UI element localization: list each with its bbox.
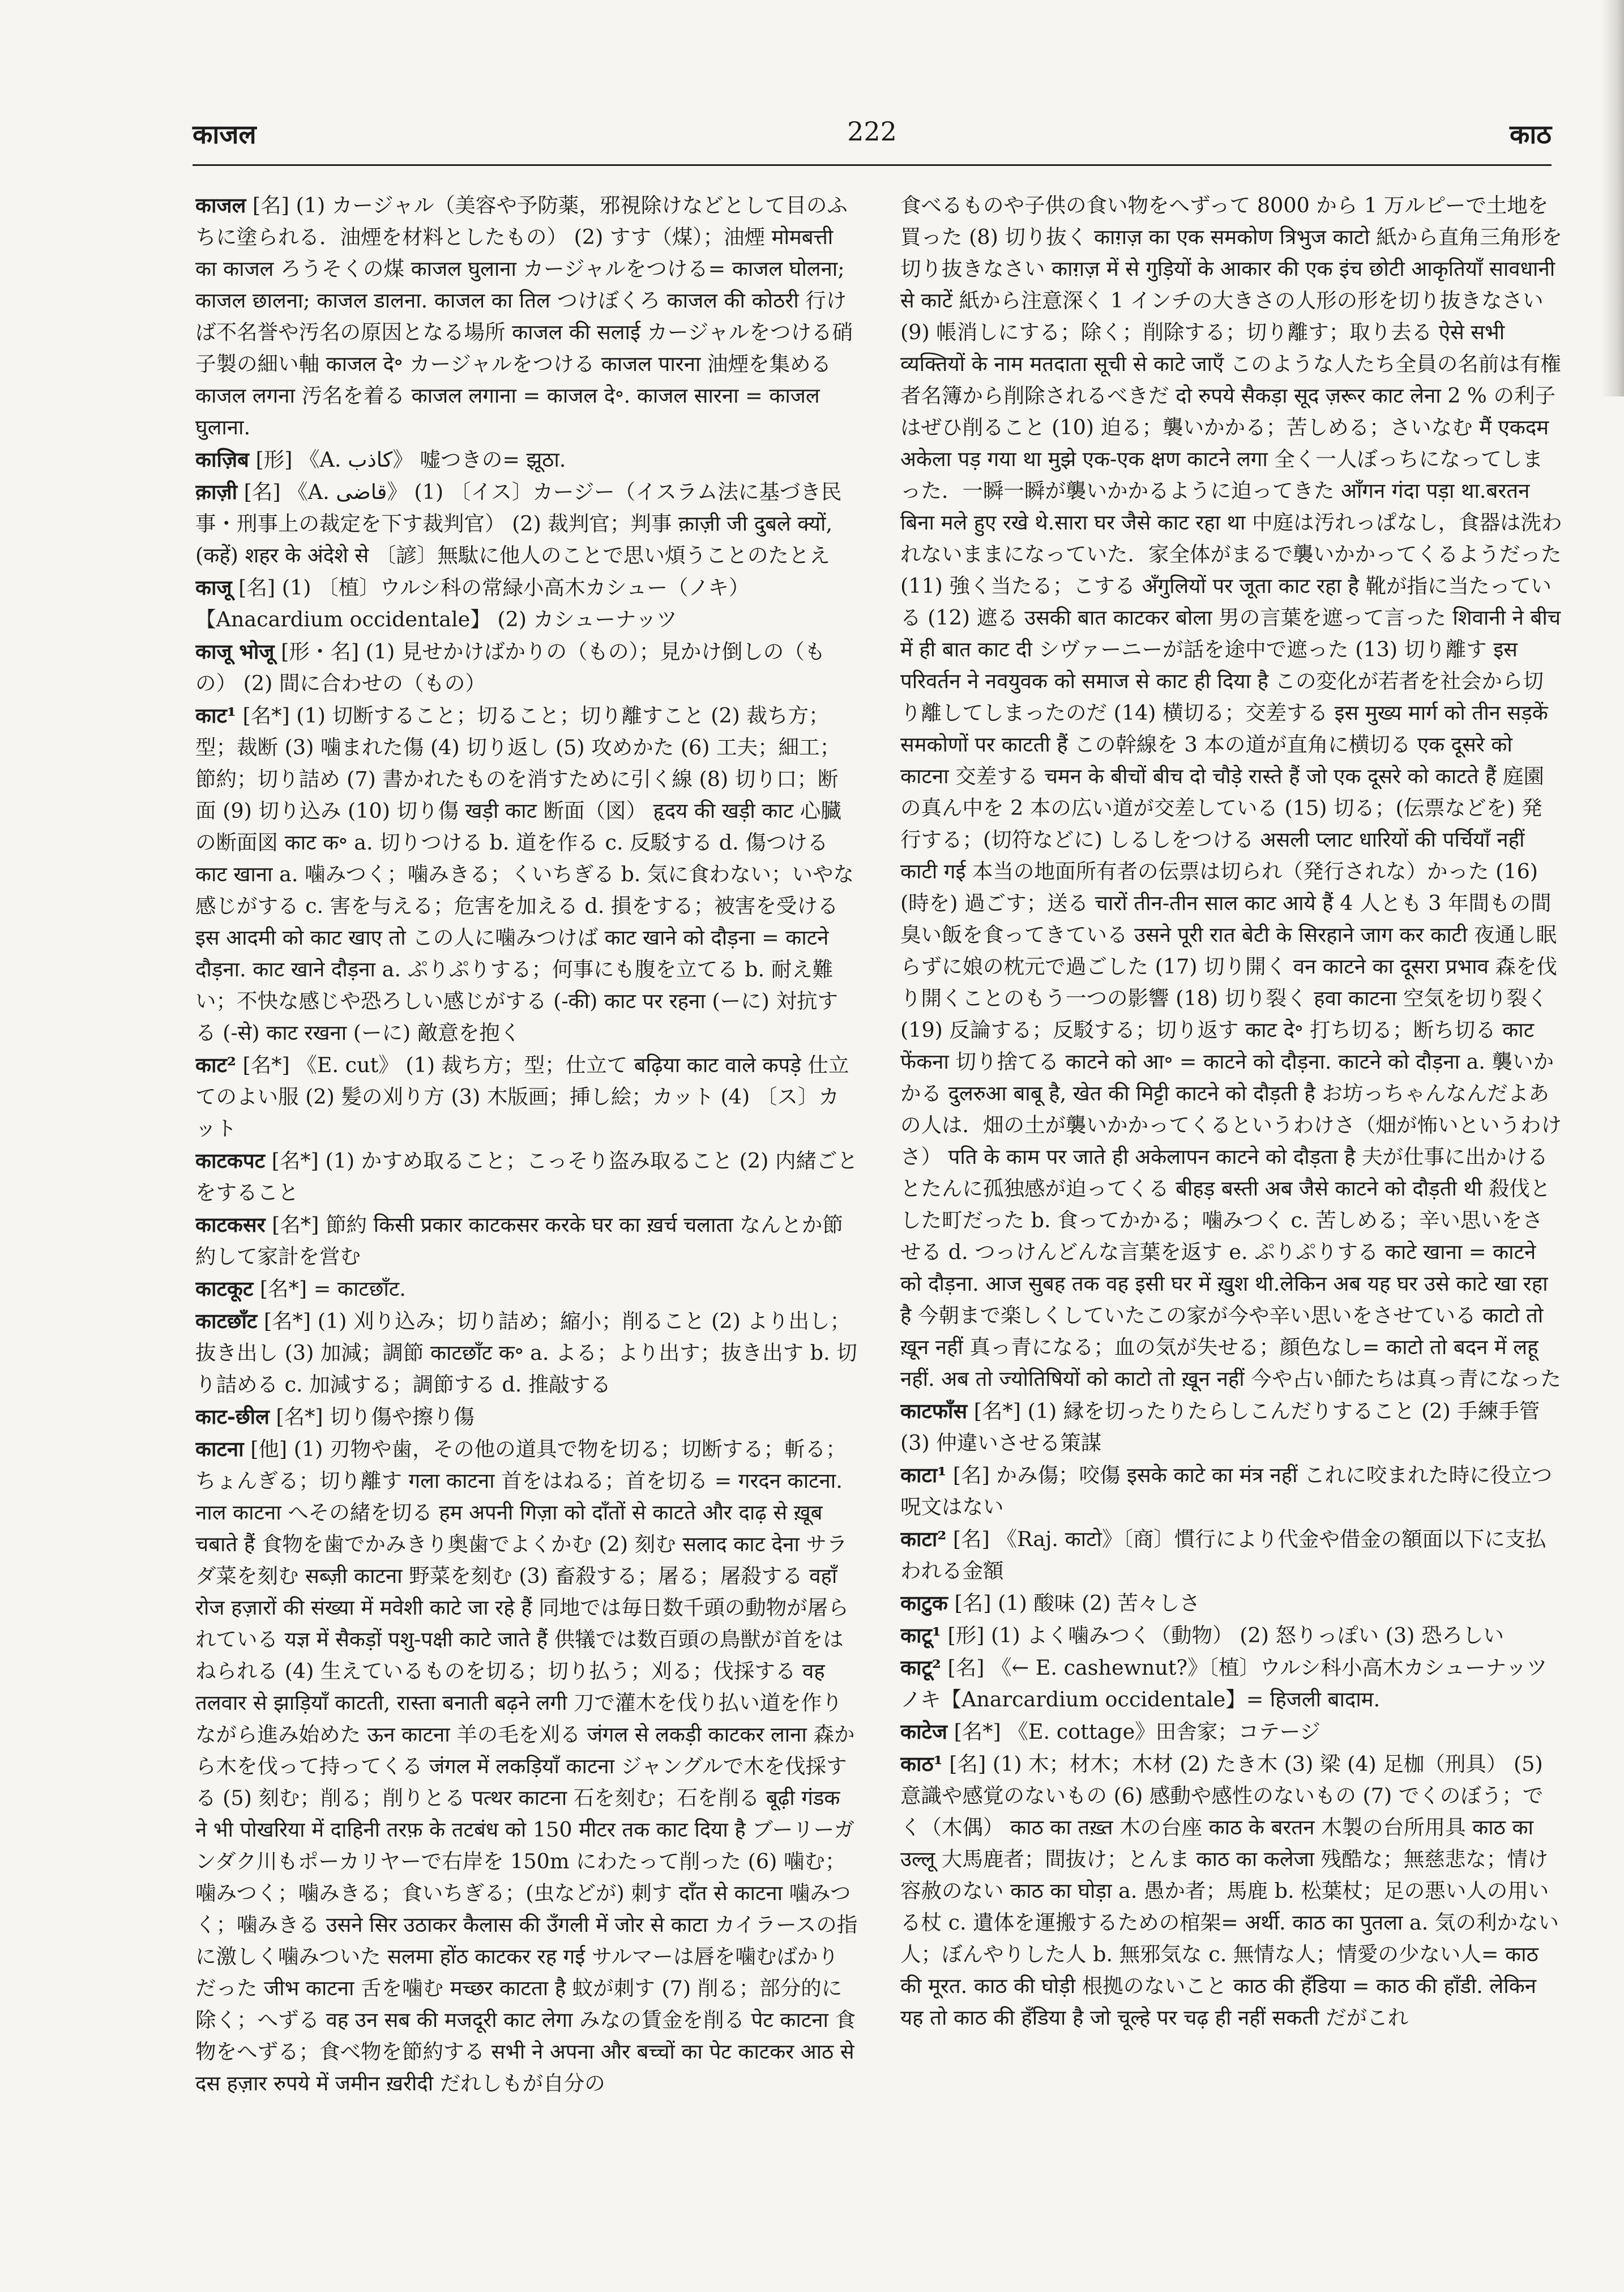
headword: काठ¹	[900, 1752, 943, 1776]
dictionary-entry	[195, 1273, 858, 1305]
dictionary-entry	[195, 572, 858, 635]
page-edge-shadow	[1601, 0, 1624, 396]
dictionary-entry	[195, 1209, 858, 1273]
dictionary-entry	[195, 190, 858, 443]
definition: [名*] (1) かすめ取ること；こっそり盗み取ること (2) 内緒ごとをすること	[195, 1149, 858, 1205]
definition: [名] (1) 〔植〕ウルシ科の常緑小高木カシュー（ノキ）【Anacardium occidentale】 (2) カシューナッツ	[195, 575, 750, 631]
definition: [名*] 切り傷や擦り傷	[269, 1405, 475, 1429]
headword: काजल	[195, 193, 246, 217]
headword: काटा²	[900, 1527, 947, 1551]
dictionary-entry	[900, 1523, 1563, 1587]
dictionary-entry	[900, 1459, 1563, 1523]
page-number: 222	[847, 116, 897, 147]
headword: क़ाज़ी	[195, 480, 238, 504]
headword: काटकूट	[195, 1277, 254, 1301]
running-head-left: काजल	[193, 119, 257, 150]
definition: [名] (1) 酸味 (2) 苦々しさ	[947, 1591, 1200, 1615]
headword: काटेज	[900, 1719, 947, 1744]
dictionary-entry	[195, 636, 858, 699]
headword: काटछाँट	[195, 1309, 258, 1333]
headword: काजू भोजू	[195, 639, 275, 664]
headword: काटकसर	[195, 1213, 266, 1237]
definition: [他] (1) 刃物や歯，その他の道具で物を切る；切断する；斬る；ちょんぎる；切り離す गला काटना 首をはねる；首を切る = गरदन काटना. नाल काटना へその緒を切る हम अपनी गिज़ा को दाँतों से काटते और दाढ़ से ख़ूब चबाते हैं 食物を歯でかみきり奥歯でよくかむ (2) 刻む सलाद काट देना サラダ菜を刻む सब्ज़ी काटना 野菜を刻む (3) 畜殺する；屠る；屠殺する वहाँ रोज हज़ारों की संख्या में मवेशी काटे जा रहे हैं 同地では毎日数千頭の動物が屠られている यज्ञ में सैकड़ों पशु-पक्षी काटे जाते हैं 供犠では数百頭の鳥獣が首をはねられる (4) 生えているものを切る；切り払う；刈る；伐採する वह तलवार से झाड़ियाँ काटती, रास्ता बनाती बढ़ने लगी 刀で灌木を伐り払い道を作りながら進み始めた ऊन काटना 羊の毛を刈る जंगल से लकड़ी काटकर लाना 森から木を伐って持ってくる जंगल में लकड़ियाँ काटना ジャングルで木を伐採する (5) 刻む；削る；削りとる पत्थर काटना 石を刻む；石を削る बूढ़ी गंडक ने भी पोखरिया में दाहिनी तरफ़ के तटबंध को 150 मीटर तक काट दिया है ブーリーガンダク川もポーカリヤーで右岸を 150m にわたって削った (6) 噛む；噛みつく；噛みきる；食いちぎる；(虫などが) 刺す दाँत से काटना 噛みつく；噛みきる उसने सिर उठाकर कैलास की उँगली में जोर से काटा カイラースの指に激しく噛みついた सलमा होंठ काटकर रह गई サルマーは唇を噛むばかりだった जीभ काटना 舌を噛む मच्छर काटता है 蚊が刺す (7) 削る；部分的に除く；へずる वह उन सब की मजदूरी काट लेगा みなの賃金を削る पेट काटना 食物をへずる；食べ物を節約する सभी ने अपना और बच्चों का पेट काटकर आठ से दस हज़ार रुपये में जमीन ख़रीदी だれしもが自分の	[195, 1437, 858, 2095]
definition: [形・名] (1) 見せかけばかりの（もの）；見かけ倒しの（もの） (2) 間に合わせの（もの）	[195, 639, 826, 695]
dictionary-entry	[195, 1145, 858, 1209]
definition: [名] (1) 木；材木；木材 (2) たき木 (3) 梁 (4) 足枷（刑具） (5) 意識や感覚のないもの (6) 感動や感性のないもの (7) でくのぼう；でく（木偶） काठ का तख़्त 木の台座 काठ के बरतन 木製の台所用具 काठ का उल्लू 大馬鹿者；間抜け；とんま काठ का कलेजा 残酷な；無慈悲な；情け容赦のない काठ का घोड़ा a. 愚か者；馬鹿 b. 松葉杖；足の悪い人の用いる杖 c. 遺体を運搬するための棺架= अर्थी. काठ का पुतला a. 気の利かない人；ぼんやりした人 b. 無邪気な c. 無情な人；情愛の少ない人= काठ की मूरत. काठ की घोड़ी 根拠のないこと काठ की हँडिया = काठ की हाँडी. लेकिन यह तो काठ की हँडिया है जो चूल्हे पर चढ़ ही नहीं सकती だがこれ	[900, 1752, 1559, 2030]
running-head-right: काठ	[1510, 119, 1552, 150]
dictionary-entry	[900, 1748, 1563, 2034]
definition: [形] (1) よく噛みつく（動物） (2) 怒りっぽい (3) 恐ろしい	[941, 1623, 1504, 1647]
definition: [名*] 《E. cottage》田舎家；コテージ	[947, 1719, 1321, 1744]
definition: [名*] = काटछाँट.	[253, 1277, 406, 1301]
headword: काटफाँस	[900, 1399, 968, 1423]
dictionary-entry	[195, 1049, 858, 1145]
definition: [名] (1) カージャル（美容や予防薬，邪視除けなどとして目のふちに塗られる．油煙を材料としたもの） (2) すす（煤）；油煙 मोमबत्ती का काजल ろうそくの煤 काजल घुलाना カージャルをつける= काजल घोलना; काजल छालना; काजल डालना. काजल का तिल つけぼくろ काजल की कोठरी 行けば不名誉や汚名の原因となる場所 काजल की सलाई カージャルをつける硝子製の細い軸 काजल दे॰ カージャルをつける काजल पारना 油煙を集める काजल लगना 汚名を着る काजल लगाना = काजल दे॰. काजल सारना = काजल घुलाना.	[195, 193, 853, 439]
definition: [名] かみ傷；咬傷 इसके काटे का मंत्र नहीं これに咬まれた時に役立つ呪文はない	[900, 1463, 1553, 1519]
definition: [名*] (1) 切断すること；切ること；切り離すこと (2) 裁ち方；型；裁断 (3) 噛まれた傷 (4) 切り返し (5) 攻めかた (6) 工夫；細工；節約；切り詰め (7) 書かれたものを消すために引く線 (8) 切り口；断面 (9) 切り込み (10) 切り傷 खड़ी काट 断面（図） हृदय की खड़ी काट 心臓の断面図 काट क॰ a. 切りつける b. 道を作る c. 反駁する d. 傷つける काट खाना a. 噛みつく；噛みきる；くいちぎる b. 気に食わない；いやな感じがする c. 害を与える；危害を加える d. 損をする；被害を受ける इस आदमी को काट खाए तो この人に噛みつけば काट खाने को दौड़ना = काटने दौड़ना. काट खाने दौड़ना a. ぷりぷりする；何事にも腹を立てる b. 耐え難い；不快な感じや恐ろしい感じがする (-की) काट पर रहना (ーに) 対抗する (-से) काट रखना (ーに) 敵意を抱く	[195, 703, 854, 1045]
headword: काट-छील	[195, 1405, 270, 1429]
dictionary-entry	[195, 1401, 858, 1433]
definition: [名*] 《E. cut》 (1) 裁ち方；型；仕立て बढ़िया काट वाले कपड़े 仕立てのよい服 (2) 髪の刈り方 (3) 木版画；挿し絵；カット (4) 〔ス〕カット	[195, 1053, 849, 1141]
dictionary-entry	[195, 1305, 858, 1401]
headword: काटुक	[900, 1591, 948, 1615]
headword: काट¹	[195, 703, 236, 728]
definition: [名*] (1) 縁を切ったりたらしこんだりすること (2) 手練手管 (3) 仲違いさせる策謀	[900, 1399, 1540, 1455]
dictionary-entry	[900, 1395, 1563, 1459]
headword: काटा¹	[900, 1463, 947, 1487]
definition: [形] 《A. كاذب》 嘘つきの= झूठा.	[249, 447, 566, 472]
headword: काज़िब	[195, 447, 249, 472]
headword: काट²	[195, 1053, 236, 1077]
dictionary-entry	[900, 190, 1563, 1395]
headword: काटकपट	[195, 1149, 266, 1173]
definition: [名] 《← E. cashewnut?》〔植〕ウルシ科小高木カシューナッツノキ【Anarcardium occidentale】= हिजली बादाम.	[900, 1655, 1548, 1711]
right-column	[900, 190, 1563, 2240]
dictionary-entry	[195, 476, 858, 571]
left-column	[195, 190, 858, 2240]
page-header	[193, 116, 1552, 161]
dictionary-entry	[195, 700, 858, 1049]
dictionary-entry	[900, 1620, 1563, 1651]
definition: [名] 《Raj. काटो》〔商〕慣行により代金や借金の額面以下に支払われる金額	[900, 1527, 1546, 1583]
definition: [名*] 節約 किसी प्रकार काटकसर करके घर का ख़र्च चलाता なんとか節約して家計を営む	[195, 1213, 843, 1269]
dictionary-entry	[900, 1587, 1563, 1619]
headword: काजू	[195, 575, 232, 600]
headword: काटू²	[900, 1655, 941, 1680]
dictionary-entry	[195, 444, 858, 476]
dictionary-entry	[195, 1433, 858, 2099]
definition: 食べるものや子供の食い物をへずって 8000 から 1 万ルピーで土地を買った (8) 切り抜く काग़ज़ का एक समकोण त्रिभुज काटो 紙から直角三角形を切り抜きなさい काग़ज़ में से गुड़ियों के आकार की एक इंच छोटी आकृतियाँ सावधानी से काटें 紙から注意深く 1 インチの大きさの人形の形を切り抜きなさい (9) 帳消しにする；除く；削除する；切り離す；取り去る ऐसे सभी व्यक्तियों के नाम मतदाता सूची से काटे जाएँ このような人たち全員の名前は有権者名簿から削除されるべきだ दो रुपये सैकड़ा सूद ज़रूर काट लेना 2 % の利子はぜひ削ること (10) 迫る；襲いかかる；苦しめる；さいなむ मैं एकदम अकेला पड़ गया था मुझे एक-एक क्षण काटने लगा 全く一人ぼっちになってしまった．一瞬一瞬が襲いかかるように迫ってきた आँगन गंदा पड़ा था.बरतन बिना मले हुए रखे थे.सारा घर जैसे काट रहा था 中庭は汚れっぱなし，食器は洗われないままになっていた．家全体がまるで襲いかかってくるようだった (11) 強く当たる；こする अँगुलियों पर जूता काट रहा है 靴が指に当たっている (12) 遮る उसकी बात काटकर बोला 男の言葉を遮って言った शिवानी ने बीच में ही बात काट दी シヴァーニーが話を途中で遮った (13) 切り離す इस परिवर्तन ने नवयुवक को समाज से काट ही दिया है この変化が若者を社会から切り離してしまったのだ (14) 横切る；交差する इस मुख्य मार्ग को तीन सड़कें समकोणों पर काटती हैं この幹線を 3 本の道が直角に横切る एक दूसरे को काटना 交差する चमन के बीचों बीच दो चौड़े रास्ते हैं जो एक दूसरे को काटते हैं 庭園の真ん中を 2 本の広い道が交差している (15) 切る；(伝票などを) 発行する；(切符などに) しるしをつける असली प्लाट धारियों की पर्चियाँ नहीं काटी गई 本当の地面所有者の伝票は切られ（発行されな）かった (16) (時を) 過ごす；送る चारों तीन-तीन साल काट आये हैं 4 人とも 3 年間もの間臭い飯を食ってきている उसने पूरी रात बेटी के सिरहाने जाग कर काटी 夜通し眠らずに娘の枕元で過ごした (17) 切り開く वन काटने का दूसरा प्रभाव 森を伐り開くことのもう一つの影響 (18) 切り裂く हवा काटना 空気を切り裂く (19) 反論する；反駁する；切り返す काट दे॰ 打ち切る；断ち切る काट फेंकना 切り捨てる काटने को आ॰ = काटने को दौड़ना. काटने को दौड़ना a. 襲いかかる दुलरुआ बाबू है, खेत की मिट्टी काटने को दौड़ती है お坊っちゃんなんだよあの人は．畑の土が襲いかかってくるというわけさ（畑が怖いというわけさ） पति के काम पर जाते ही अकेलापन काटने को दौड़ता है 夫が仕事に出かけるとたんに孤独感が迫ってくる बीहड़ बस्ती अब जैसे काटने को दौड़ती थी 殺伐とした町だった b. 食ってかかる；噛みつく c. 苦しめる；辛い思いをさせる d. つっけんどんな言葉を返す e. ぷりぷりする काटे खाना = काटने को दौड़ना. आज सुबह तक वह इसी घर में ख़ुश थी.लेकिन अब यह घर उसे काटे खा रहा है 今朝まで楽しくしていたこの家が今や辛い思いをさせている काटो तो ख़ून नहीं 真っ青になる；血の気が失せる；顔色なし= काटो तो बदन में लहू नहीं. अब तो ज्योतिषियों को काटो तो ख़ून नहीं 今や占い師たちは真っ青になった	[900, 193, 1562, 1391]
header-rule	[193, 164, 1552, 166]
dictionary-entry	[900, 1716, 1563, 1748]
dictionary-entry	[900, 1652, 1563, 1715]
headword: काटू¹	[900, 1623, 941, 1647]
headword: काटना	[195, 1437, 244, 1461]
definition: [名*] (1) 刈り込み；切り詰め；縮小；削ること (2) より出し；抜き出し (3) 加減；調節 काटछाँट क॰ a. よる；より出す；抜き出す b. 切り詰める c. 加減する；調節する d. 推敲する	[195, 1309, 857, 1397]
definition: [名] 《A. قاضى》 (1) 〔イス〕カージー（イスラム法に基づき民事・刑事上の裁定を下す裁判官） (2) 裁判官；判事 क़ाज़ी जी दुबले क्यों, (कहें) शहर के अंदेशे से 〔諺〕無駄に他人のことで思い煩うことのたとえ	[195, 480, 842, 567]
